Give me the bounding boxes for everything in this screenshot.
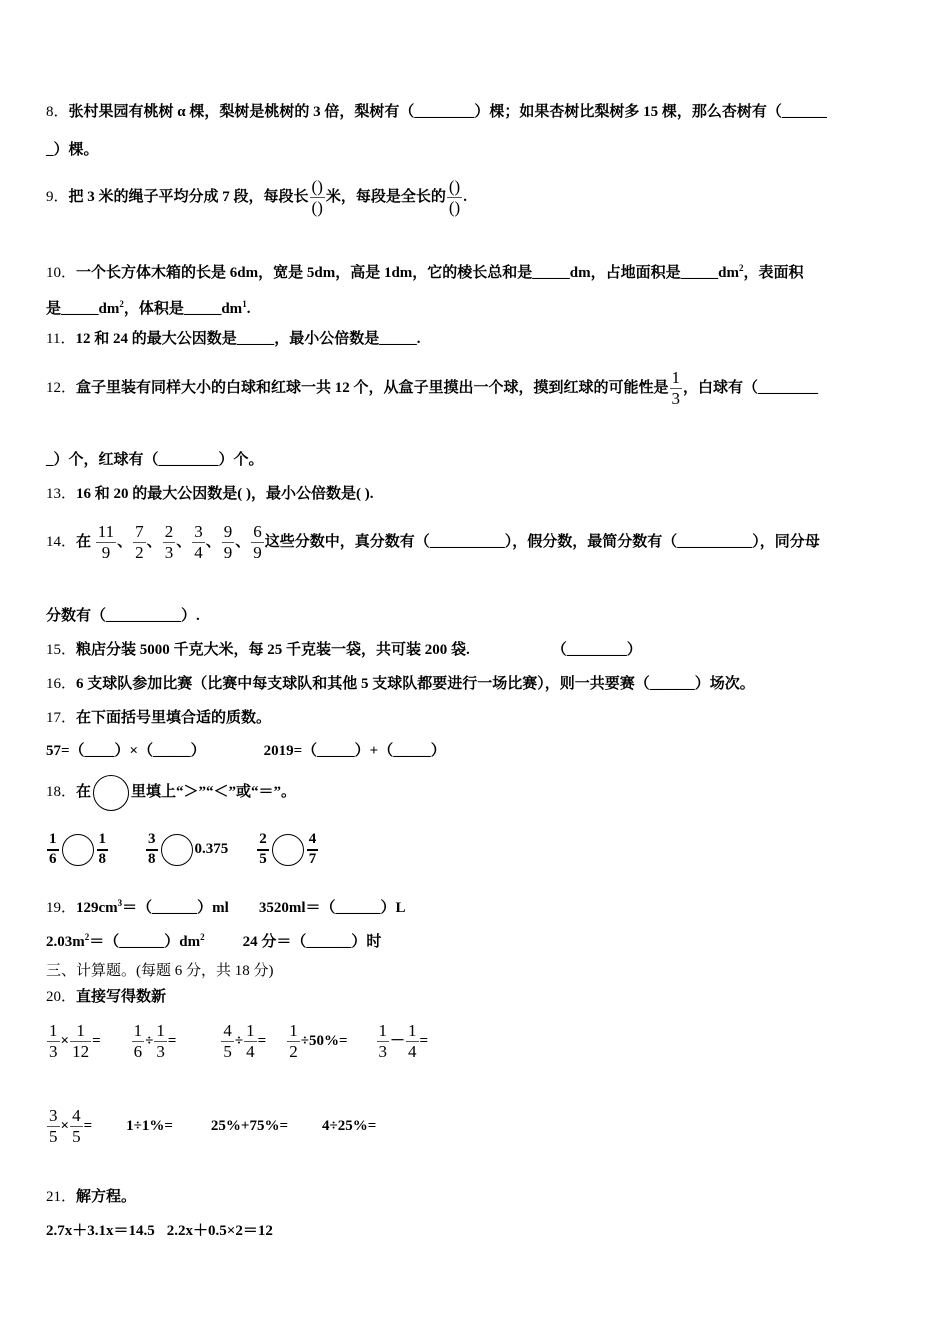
section-heading bbox=[46, 961, 274, 981]
question-16-text: 6 支球队参加比赛（比赛中每支球队和其他 5 支球队都要进行一场比赛），则一共要赛（______）场次。 bbox=[76, 676, 755, 692]
calc-item: $\frac{1}{2}$ ÷50%= bbox=[289, 1021, 348, 1062]
question-21-text: 解方程。 bbox=[76, 1189, 137, 1205]
expression: 57=（____）×（_____） bbox=[46, 743, 206, 759]
question-number: 8． bbox=[46, 104, 69, 120]
expression: 24 分＝（______）时 bbox=[242, 934, 382, 950]
question-number: 21． bbox=[46, 1189, 77, 1205]
question-8-line-2 bbox=[46, 140, 99, 160]
answer-blank: （________） bbox=[551, 642, 642, 658]
question-13-text: 16 和 20 的最大公因数是( )，最小公倍数是( ). bbox=[76, 486, 374, 502]
question-20-row-1 bbox=[46, 1018, 428, 1064]
question-14-text: 这些分数中，真分数有（__________），假分数，最简分数有（__________），同分母 bbox=[264, 534, 820, 550]
question-20-row-2 bbox=[46, 1103, 376, 1149]
question-10-text: . bbox=[246, 301, 251, 317]
fraction-blank: $\frac{()}{()}$ bbox=[311, 177, 323, 218]
superscript: 1 bbox=[242, 299, 247, 309]
question-15-text: 粮店分装 5000 千克大米，每 25 千克装一袋，共可装 200 袋. bbox=[76, 642, 470, 658]
calc-item: $\frac{1}{6}$ ÷ $\frac{1}{3}$ = bbox=[133, 1021, 177, 1062]
question-9-text-c: . bbox=[463, 189, 467, 205]
fraction: $\frac{2}{3}$ bbox=[164, 522, 174, 563]
question-number: 17． bbox=[46, 710, 77, 726]
comparison-1 bbox=[46, 830, 109, 867]
expression: 129cm bbox=[76, 900, 118, 916]
fraction: $\frac{11}{9}$ bbox=[97, 522, 115, 563]
circle-icon[interactable] bbox=[62, 834, 94, 866]
fraction: $\frac{9}{9}$ bbox=[223, 522, 233, 563]
question-8-line-1 bbox=[46, 102, 827, 122]
decimal-value: 0.375 bbox=[194, 841, 229, 857]
calc-item: 4÷25%= bbox=[322, 1118, 377, 1134]
comparison-2 bbox=[145, 830, 229, 867]
question-number: 16． bbox=[46, 676, 77, 692]
calc-item: $\frac{4}{5}$ ÷ $\frac{1}{4}$ = bbox=[223, 1021, 267, 1062]
question-10-text: ，表面积 bbox=[743, 265, 804, 281]
fraction: $\frac{4}{7}$ bbox=[308, 830, 317, 867]
question-14-line-1 bbox=[46, 519, 820, 565]
question-11 bbox=[46, 329, 420, 349]
expression: 3520ml＝（______）L bbox=[258, 900, 406, 916]
question-number: 20． bbox=[46, 989, 77, 1005]
question-10-line-2 bbox=[46, 294, 250, 319]
question-9-text-b: 米，每段是全长的 bbox=[325, 189, 446, 205]
question-10-text: ，体积是_____dm bbox=[123, 301, 243, 317]
fraction: $\frac{3}{8}$ bbox=[148, 830, 156, 867]
expression: ＝（______）dm bbox=[89, 934, 201, 950]
superscript: 2 bbox=[119, 299, 124, 309]
equation: 2.7x＋3.1x＝14.5 bbox=[46, 1223, 155, 1239]
question-12-text-cont: _）个，红球有（________）个。 bbox=[46, 452, 264, 468]
question-12-line-1 bbox=[46, 365, 818, 411]
expression: 2019=（_____）+（_____） bbox=[263, 743, 446, 759]
question-10-text: 一个长方体木箱的长是 6dm，宽是 5dm，高是 1dm，它的棱长总和是_____dm，占地面积是_____dm bbox=[76, 265, 739, 281]
calc-item: 25%+75%= bbox=[210, 1118, 289, 1134]
section-3-title: 三、计算题。(每题 6 分，共 18 分) bbox=[46, 963, 274, 979]
question-8-text: 张村果园有桃树 α 棵，梨树是桃树的 3 倍，梨树有（________）棵；如果杏树比梨树多 15 棵，那么杏树有（______ bbox=[68, 104, 827, 120]
question-21-equations bbox=[46, 1221, 273, 1241]
equation: 2.2x＋0.5×2＝12 bbox=[166, 1223, 273, 1239]
question-9-text-a: 把 3 米的绳子平均分成 7 段，每段长 bbox=[68, 189, 309, 205]
fraction: $\frac{2}{5}$ bbox=[259, 830, 267, 867]
superscript: 2 bbox=[200, 932, 205, 942]
separator: 、 bbox=[205, 534, 221, 550]
question-20-text: 直接写得数新 bbox=[76, 989, 167, 1005]
question-number: 11． bbox=[46, 331, 76, 347]
question-14-line-2 bbox=[46, 606, 200, 626]
calc-item: $\frac{1}{3}$ － $\frac{1}{4}$ = bbox=[378, 1021, 429, 1062]
fraction-blank: $\frac{()}{()}$ bbox=[448, 177, 461, 218]
question-17-text: 在下面括号里填合适的质数。 bbox=[76, 710, 272, 726]
separator: 、 bbox=[117, 534, 133, 550]
question-number: 12． bbox=[46, 380, 77, 396]
expression: 2.03m bbox=[46, 934, 85, 950]
calc-item: $\frac{1}{3}$ × $\frac{1}{12}$ = bbox=[49, 1021, 101, 1062]
question-12-line-2 bbox=[46, 450, 264, 470]
comparison-3 bbox=[256, 830, 319, 867]
question-18 bbox=[46, 772, 296, 812]
calc-item: 1÷1%= bbox=[126, 1118, 173, 1134]
fraction: $\frac{1}{6}$ bbox=[49, 830, 57, 867]
question-17-expressions bbox=[46, 741, 446, 761]
question-15 bbox=[46, 640, 642, 660]
circle-icon[interactable] bbox=[272, 834, 304, 866]
separator: 、 bbox=[235, 534, 251, 550]
circle-icon bbox=[93, 775, 129, 811]
separator: 、 bbox=[176, 534, 192, 550]
question-17 bbox=[46, 708, 271, 728]
question-number: 13． bbox=[46, 486, 77, 502]
question-number: 18． bbox=[46, 784, 77, 800]
fraction-one-third: $\frac{1}{3}$ bbox=[671, 368, 681, 409]
separator: 、 bbox=[146, 534, 162, 550]
question-12-text: 盒子里装有同样大小的白球和红球一共 12 个，从盒子里摸出一个球，摸到红球的可能性是 bbox=[76, 380, 669, 396]
question-number: 19． bbox=[46, 900, 77, 916]
question-14-text: 在 bbox=[76, 534, 92, 550]
question-number: 10． bbox=[46, 265, 77, 281]
fraction: $\frac{6}{9}$ bbox=[253, 522, 262, 563]
question-8-text-cont: _）棵。 bbox=[46, 142, 99, 158]
question-number: 14． bbox=[46, 534, 77, 550]
circle-icon[interactable] bbox=[161, 834, 193, 866]
superscript: 3 bbox=[117, 898, 123, 908]
fraction: $\frac{3}{4}$ bbox=[194, 522, 203, 563]
question-19-line-1 bbox=[46, 893, 406, 918]
expression: ＝（______）ml bbox=[122, 900, 229, 916]
question-10-text: 是_____dm bbox=[46, 301, 120, 317]
question-9 bbox=[46, 174, 467, 220]
question-18-text: 里填上“＞”“＜”或“＝”。 bbox=[131, 784, 297, 800]
question-13 bbox=[46, 484, 374, 504]
question-11-text: 12 和 24 的最大公因数是_____，最小公倍数是_____. bbox=[75, 331, 421, 347]
superscript: 2 bbox=[738, 263, 744, 273]
fraction: $\frac{7}{2}$ bbox=[135, 522, 144, 563]
question-20 bbox=[46, 987, 166, 1007]
superscript: 2 bbox=[84, 932, 90, 942]
question-18-comparisons bbox=[46, 826, 319, 872]
question-12-text: ，白球有（________ bbox=[683, 380, 819, 396]
question-number: 9． bbox=[46, 189, 69, 205]
calc-item: $\frac{3}{5}$ × $\frac{4}{5}$ = bbox=[49, 1106, 93, 1147]
question-16 bbox=[46, 674, 755, 694]
question-14-text-cont: 分数有（__________）. bbox=[46, 608, 200, 624]
question-21 bbox=[46, 1187, 136, 1207]
question-18-text: 在 bbox=[76, 784, 92, 800]
fraction: $\frac{1}{8}$ bbox=[98, 830, 106, 867]
question-19-line-2 bbox=[46, 927, 381, 952]
question-10-line-1 bbox=[46, 258, 803, 283]
question-number: 15． bbox=[46, 642, 77, 658]
